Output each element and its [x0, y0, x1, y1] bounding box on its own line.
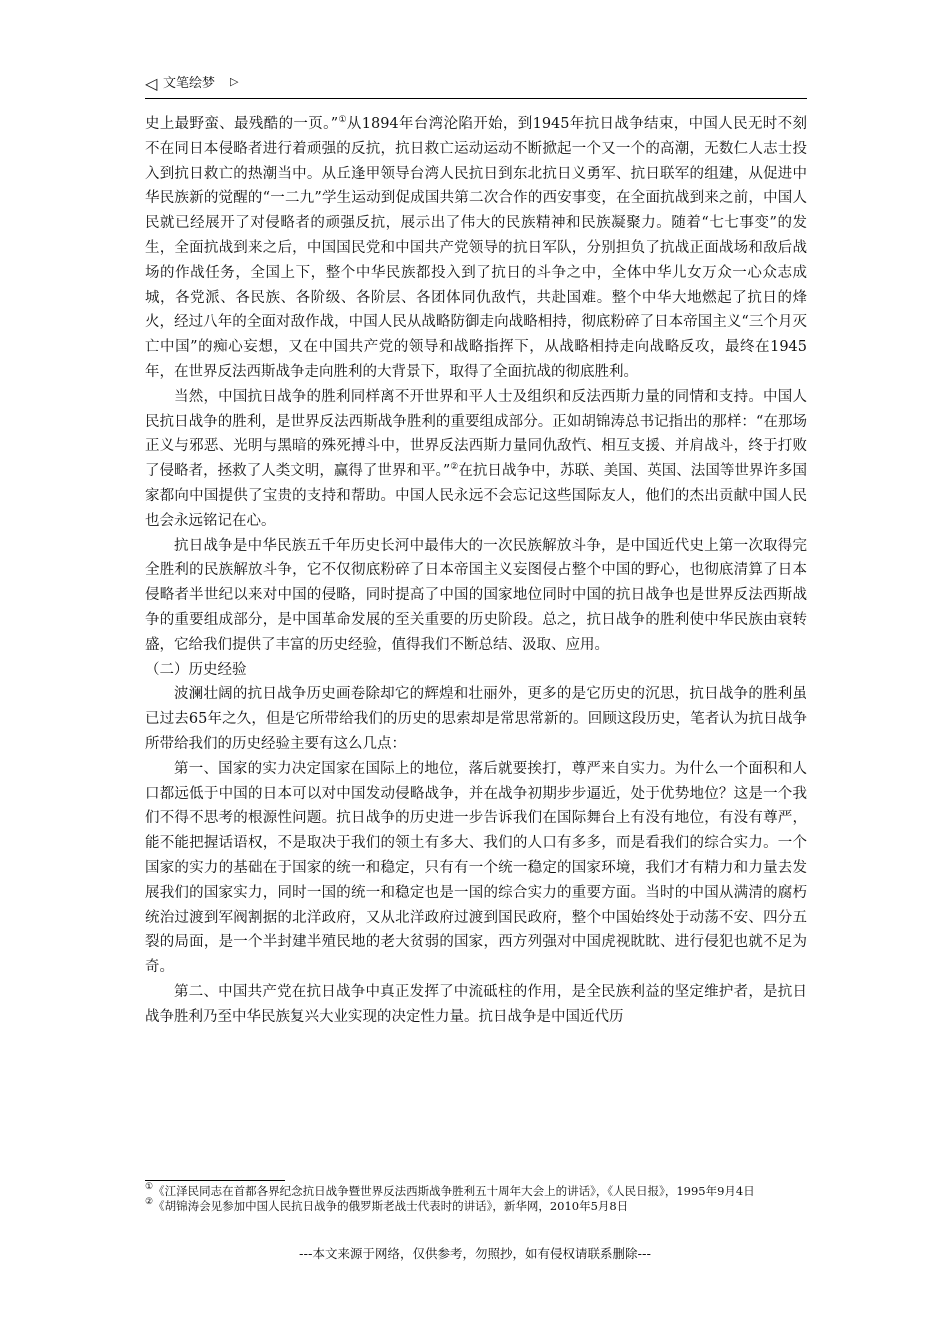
footnote-marker: ①: [145, 1182, 154, 1192]
paragraph-5: 第一、国家的实力决定国家在国际上的地位，落后就要挨打，尊严来自实力。为什么一个面积和人口都远低于中国的日本可以对中国发动侵略战争，并在战争初期步步逼近，处于优势地位？这是一个我们不得不思考的根源性问题。抗日战争的历史进一步告诉我们在国际舞台上有没有地位，有没有尊严，能不能把握话语权，不是取决于我们的领土有多大、我们的人口有多多，而是看我们的综合实力。一个国家的实力的基础在于国家的统一和稳定，只有有一个统一稳定的国家环境，我们才有精力和力量去发展我们的国家实力，同时一国的统一和稳定也是一国的综合实力的重要方面。当时的中国从满清的腐朽统治过渡到军阀割据的北洋政府，又从北洋政府过渡到国民政府，整个中国始终处于动荡不安、四分五裂的局面，是一个半封建半殖民地的老大贫弱的国家，西方列强对中国虎视眈眈、进行侵犯也就不足为奇。: [145, 760, 807, 976]
footnote-1: [145, 1184, 807, 1199]
section-heading: （二）历史经验: [145, 661, 247, 678]
footnote-separator: [145, 1180, 285, 1181]
page-footer: ---本文来源于网络，仅供参考，勿照抄，如有侵权请联系删除---: [298, 1246, 652, 1261]
footnote-text: 《胡锦涛会见参加中国人民抗日战争的俄罗斯老战士代表时的讲话》，新华网，2010年5月8日: [153, 1199, 629, 1213]
footnote-text: 《江泽民同志在首都各界纪念抗日战争暨世界反法西斯战争胜利五十周年大会上的讲话》，《人民日报》，1995年9月4日: [153, 1184, 755, 1198]
footnote-marker: ②: [145, 1197, 154, 1207]
footnote-ref-2: ②: [450, 462, 459, 473]
left-triangle-icon: ◁: [145, 74, 158, 93]
page-header: [145, 72, 807, 99]
paragraph-1: [145, 112, 807, 385]
footnote-2: [145, 1199, 807, 1214]
document-body: [145, 112, 807, 1029]
paragraph-3: 抗日战争是中华民族五千年历史长河中最伟大的一次民族解放斗争，是中国近代史上第一次取得完全胜利的民族解放斗争，它不仅彻底粉碎了日本帝国主义妄图侵占整个中国的野心，也彻底清算了日本侵略者半世纪以来对中国的侵略，同时提高了中国的国家地位同时中国的抗日战争也是世界反法西斯战争的重要组成部分，是中国革命发展的至关重要的历史阶段。总之，抗日战争的胜利使中华民族由衰转盛，它给我们提供了丰富的历史经验，值得我们不断总结、汲取、应用。: [145, 537, 807, 653]
paragraph-text: 从1894年台湾沦陷开始，到1945年抗日战争结束，中国人民无时不刻不在同日本侵略者进行着顽强的反抗，抗日救亡运动运动不断掀起一个又一个的高潮，无数仁人志士投入到抗日救亡的热潮当中。从丘逢甲领导台湾人民抗日到东北抗日义勇军、抗日联军的组建，从促进中华民族新的觉醒的“一二九”学生运动到促成国共第二次合作的西安事变，在全面抗战到来之前，中国人民就已经展开了对侵略者的顽强反抗，展示出了伟大的民族精神和民族凝聚力。随着“七七事变”的发生，全面抗战到来之后，中国国民党和中国共产党领导的抗日军队，分别担负了抗战正面战场和敌后战场的作战任务，全国上下，整个中华民族都投入到了抗日的斗争之中，全体中华儿女万众一心众志成城，各党派、各民族、各阶级、各阶层、各团体同仇敌忾，共赴国难。整个中华大地燃起了抗日的烽火，经过八年的全面对敌作战，中国人民从战略防御走向战略相持，彻底粉碎了日本帝国主义“三个月灭亡中国”的痴心妄想，又在中国共产党的领导和战略指挥下，从战略相持走向战略反攻，最终在1945年，在世界反法西斯战争走向胜利的大背景下，取得了全面抗战的彻底胜利。: [145, 116, 807, 380]
paragraph-2: [145, 385, 807, 534]
right-triangle-icon: ▷: [230, 75, 239, 88]
paragraph-6: 第二、中国共产党在抗日战争中真正发挥了中流砥柱的作用，是全民族利益的坚定维护者，是抗日战争胜利乃至中华民族复兴大业实现的决定性力量。抗日战争是中国近代历: [145, 983, 807, 1025]
footnotes: [145, 1184, 807, 1214]
paragraph-text: 当然，中国抗日战争的胜利同样离不开世界和平人士及组织和反法西斯力量的同情和支持。中国人民抗日战争的胜利，是世界反法西斯战争胜利的重要组成部分。正如胡锦涛总书记指出的那样：“在那场正义与邪恶、光明与黑暗的殊死搏斗中，世界反法西斯力量同仇敌忾、相互支援、并肩战斗，终于打败了侵略者，拯救了人类文明，赢得了世界和平。”: [145, 388, 807, 480]
paragraph-text: 史上最野蛮、最残酷的一页。”: [145, 116, 339, 132]
footnote-ref-1: ①: [338, 115, 347, 125]
paragraph-text: 在抗日战争中，苏联、美国、英国、法国等世界许多国家都向中国提供了宝贵的支持和帮助。中国人民永远不会忘记这些国际友人，他们的杰出贡献中国人民也会永远铭记在心。: [145, 463, 807, 529]
paragraph-4: 波澜壮阔的抗日战争历史画卷除却它的辉煌和壮丽外，更多的是它历史的沉思，抗日战争的胜利虽已过去65年之久，但是它所带给我们的历史的思索却是常思常新的。回顾这段历史，笔者认为抗日战争所带给我们的历史经验主要有这么几点：: [145, 686, 807, 752]
header-brand: 文笔绘梦: [163, 76, 216, 91]
